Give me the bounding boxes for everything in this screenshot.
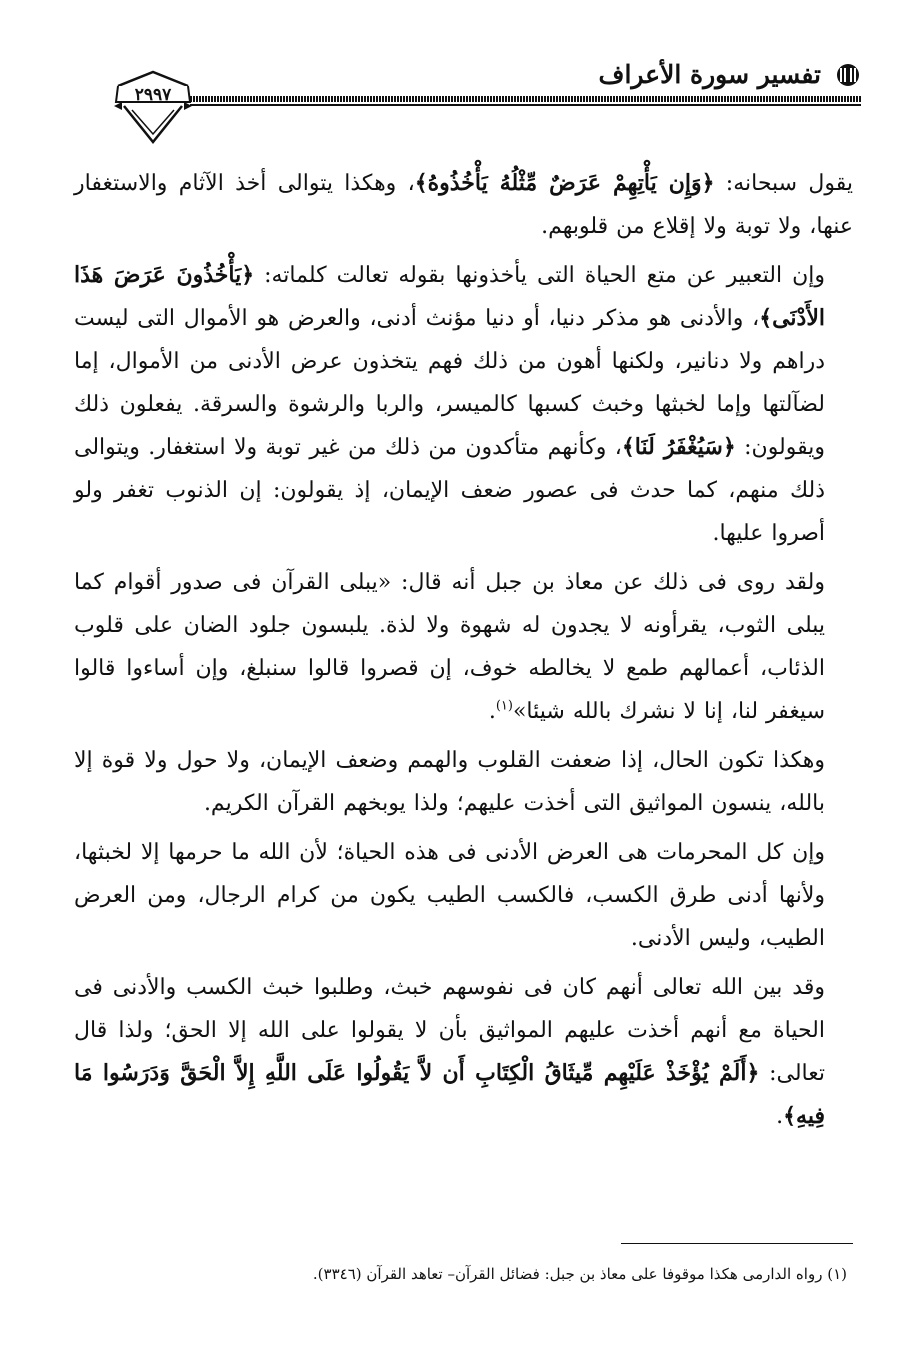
badge-frame-icon: [112, 66, 194, 146]
quran-verse: ﴿وَإِن يَأْتِهِمْ عَرَضٌ مِّثْلُهُ يَأْخُذُوهُ﴾: [414, 170, 715, 196]
text-run: .: [776, 1104, 784, 1129]
page-number-badge: [112, 66, 194, 146]
text-run: ، وهكذا يتوالى أخذ الآثام والاستغفار عنها، ولا توبة ولا إقلاع من قلوبهم.: [74, 171, 853, 239]
footnote-ref[interactable]: (١): [495, 698, 513, 714]
text-run: .: [488, 699, 496, 724]
footnote: (١) رواه الدارمى هكذا موقوفا على معاذ بن جبل: فضائل القرآن– تعاهد القرآن (٣٣٤٦).: [312, 1265, 847, 1283]
text-run: ، وكأنهم متأكدون من ذلك من غير توبة ولا استغفار. ويتوالى ذلك منهم، كما حدث فى عصور ضعف الإيمان، إذ يقولون: إن الذنوب تغفر ولو أصروا عليها.: [74, 435, 825, 546]
page-number: ٢٩٩٧: [134, 85, 172, 105]
quran-verse: ﴿أَلَمْ يُؤْخَذْ عَلَيْهِم مِّيثَاقُ الْكِتَابِ أَن لاَّ يَقُولُوا عَلَى اللَّهِ إِلاَّ الْحَقَّ وَدَرَسُوا مَا فِيهِ﴾: [74, 1060, 825, 1129]
running-title: تفسير سورة الأعراف: [598, 60, 821, 89]
page-header: [112, 58, 861, 128]
paragraph-4: [74, 739, 853, 825]
quran-verse: ﴿سَيُغْفَرُ لَنَا﴾: [621, 434, 736, 460]
paragraph-6: [74, 966, 853, 1138]
text-run: ولقد روى فى ذلك عن معاذ بن جبل أنه قال: «يبلى القرآن فى صدور أقوام كما يبلى الثوب، يقرأونه لا يجدون له شهوة ولا لذة. يلبسون جلود الضان على قلوب الذئاب، أعمالهم طمع لا يخالطه خوف، إن قصروا قالوا سنبلغ، وإن أساءوا قالوا سيغفر لنا، إنا لا نشرك بالله شيئا»: [74, 570, 825, 724]
header-rule: [190, 96, 861, 102]
ornament-icon: [835, 62, 861, 88]
paragraph-5: [74, 831, 853, 960]
text-run: وإن كل المحرمات هى العرض الأدنى فى هذه الحياة؛ لأن الله ما حرمها إلا لخبثها، ولأنها أدنى طرق الكسب، فالكسب الطيب يكون من كرام الرجال، ومن العرض الطيب، وليس الأدنى.: [74, 840, 825, 951]
text-run: ، والأدنى هو مذكر دنيا، أو دنيا مؤنث أدنى، والعرض هو الأموال التى ليست دراهم ولا دنانير، ولكنها أهون من ذلك فهم يتخذون عرض الأدنى من الأموال، إما لضآلتها وإما لخبثها وخبث كسبها كالميسر، والربا والرشوة والسرقة. يفعلون ذلك ويقولون:: [74, 306, 825, 460]
paragraph-2: [74, 254, 853, 555]
paragraph-1: [74, 162, 853, 248]
quran-verse: ﴿يَأْخُذُونَ عَرَضَ هَذَا الأَدْنَى﴾: [74, 262, 825, 331]
text-run: وهكذا تكون الحال، إذا ضعفت القلوب والهمم وضعف الإيمان، ولا حول ولا قوة إلا بالله، ينسون المواثيق التى أخذت عليهم؛ ولذا يوبخهم القرآن الكريم.: [74, 748, 825, 816]
text-run: يقول سبحانه:: [714, 171, 853, 196]
header-rule-line: [190, 104, 861, 106]
footnote-divider: [621, 1243, 853, 1244]
paragraph-3: [74, 561, 853, 733]
body-text: [74, 162, 853, 1138]
text-run: وإن التعبير عن متع الحياة التى يأخذونها بقوله تعالت كلماته:: [254, 263, 825, 288]
text-run: وقد بين الله تعالى أنهم كان فى نفوسهم خبث، وطلبوا خبث الكسب والأدنى فى الحياة مع أنهم أخذت عليهم المواثيق بأن لا يقولوا على الله إلا الحق؛ ولذا قال تعالى:: [74, 975, 825, 1086]
